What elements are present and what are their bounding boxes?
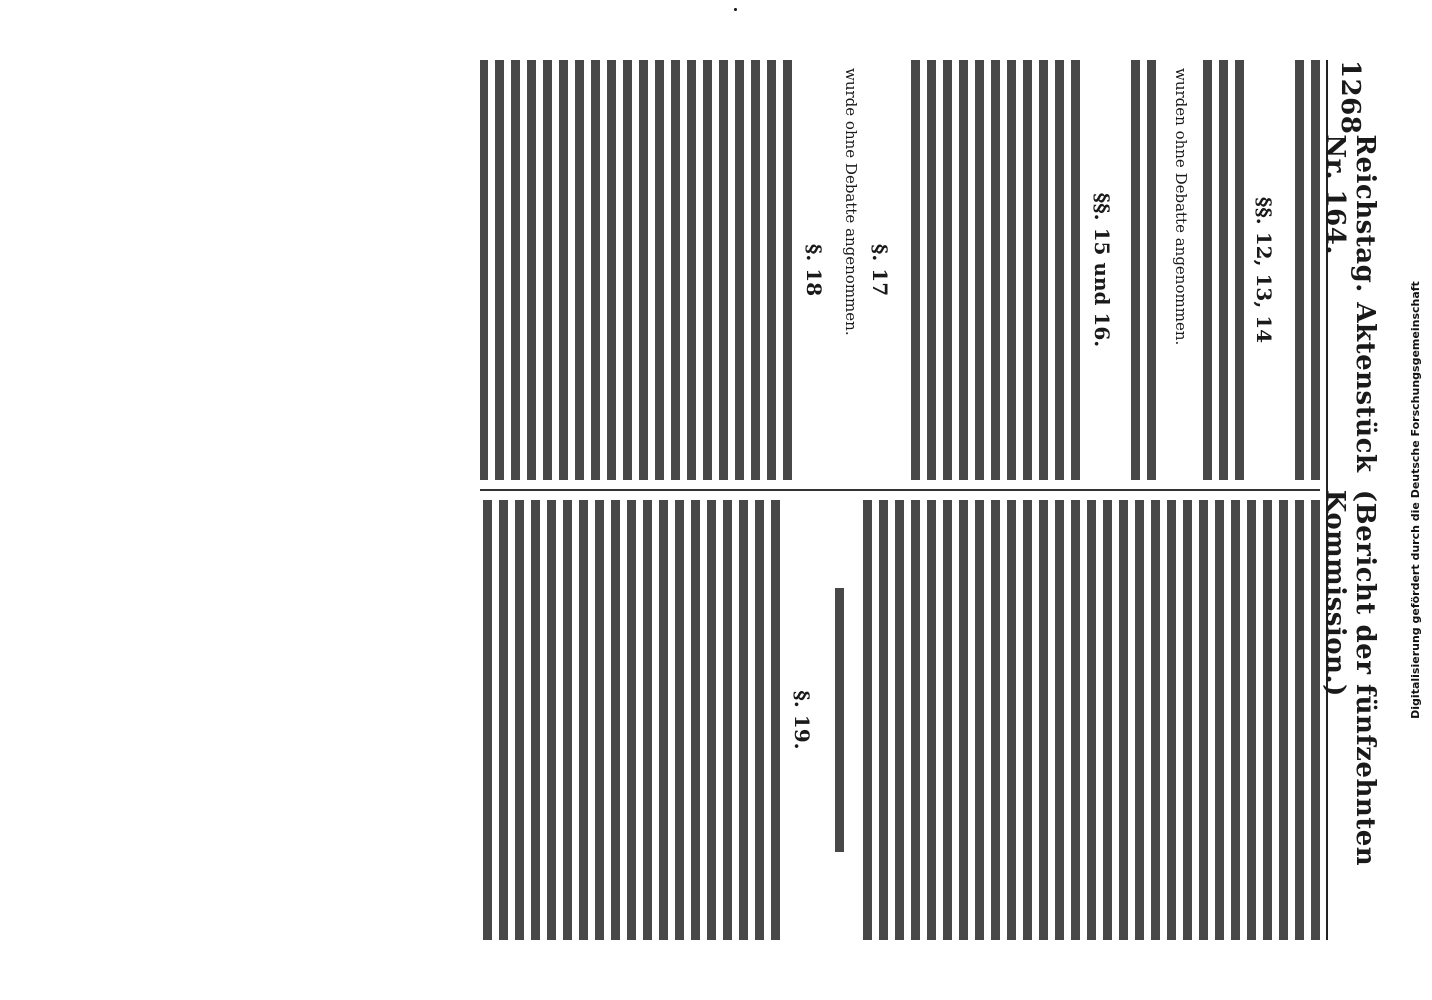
section-heading: §§. 15 und 16.: [1090, 192, 1114, 348]
column-rule: [480, 489, 1320, 491]
section-closing: wurde ohne Debatte angenommen.: [842, 68, 860, 336]
text-block: [1124, 60, 1156, 480]
text-block: [480, 500, 780, 940]
side-credit: [1402, 0, 1428, 1000]
section-heading: §. 18: [802, 243, 826, 297]
section-heading: §. 19.: [790, 690, 814, 750]
left-column: [480, 60, 1320, 480]
running-header: [1320, 60, 1380, 940]
text-block: [1196, 60, 1244, 480]
text-block: [904, 60, 1080, 480]
section-heading: §§. 12, 13, 14: [1252, 196, 1276, 344]
footer-credit: Digitalisierung gefördert durch die Deutsche Forschungsgemeinschaft: [1408, 281, 1422, 719]
text-block: [480, 60, 792, 480]
text-block: [1288, 60, 1320, 480]
text-block: [828, 588, 844, 852]
section-closing: wurden ohne Debatte angenommen.: [1172, 68, 1190, 346]
right-column: [480, 500, 1320, 940]
text-block: [856, 500, 1320, 940]
header-title: Reichstag. Aktenstück Nr. 164.: [1320, 134, 1380, 473]
header-subtitle: (Bericht der fünfzehnten Kommission.): [1320, 489, 1380, 867]
section-heading: §. 17: [868, 243, 892, 297]
page-number: 1268: [1335, 60, 1365, 135]
